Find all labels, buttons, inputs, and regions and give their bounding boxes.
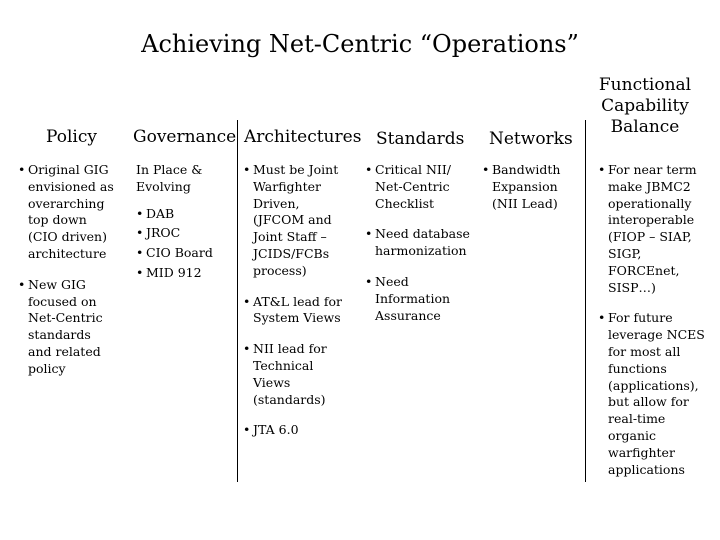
list-item: • Critical NII/ Net-Centric Checklist (365, 162, 480, 212)
functional-list (598, 162, 716, 492)
list-item: • NII lead for Technical Views (standards) (243, 341, 363, 408)
divider-networks-functional (585, 120, 586, 482)
list-item: • JROC (136, 225, 236, 242)
list-item: • Bandwidth Expansion (NII Lead) (482, 162, 582, 212)
networks-header: Networks (489, 129, 573, 149)
list-item: • Need Information Assurance (365, 274, 480, 324)
divider-governance-architectures (237, 120, 238, 482)
networks-list (482, 162, 582, 226)
governance-intro: In Place & Evolving (136, 162, 203, 194)
functional-header: Functional Capability Balance (598, 75, 692, 137)
architectures-header: Architectures (244, 127, 362, 147)
list-item: • Must be Joint Warfighter Driven, (JFCOM and Joint Staff – JCIDS/FCBs process) (243, 162, 363, 280)
standards-list (365, 162, 480, 338)
slide-title: Achieving Net-Centric “Operations” (141, 30, 579, 58)
standards-header: Standards (376, 129, 465, 149)
policy-header: Policy (46, 127, 97, 147)
governance-list (136, 162, 236, 285)
list-item: • JTA 6.0 (243, 422, 363, 439)
list-item: • MID 912 (136, 265, 236, 282)
list-item: • For near term make JBMC2 operationally interoperable (FIOP – SIAP, SIGP, FORCEnet, SISP…) (598, 162, 716, 296)
list-item: • CIO Board (136, 245, 236, 262)
list-item: • Need database harmonization (365, 226, 480, 260)
policy-list (18, 162, 128, 392)
architectures-list (243, 162, 363, 453)
list-item: • DAB (136, 206, 236, 223)
list-item: • Original GIG envisioned as overarching top down (CIO driven) architecture (18, 162, 128, 263)
governance-header: Governance (133, 127, 237, 147)
list-item: • New GIG focused on Net-Centric standards and related policy (18, 277, 128, 378)
list-item: • AT&L lead for System Views (243, 294, 363, 328)
list-item: • For future leverage NCES for most all functions (applications), but allow for real-time organic warfighter applications (598, 310, 716, 478)
